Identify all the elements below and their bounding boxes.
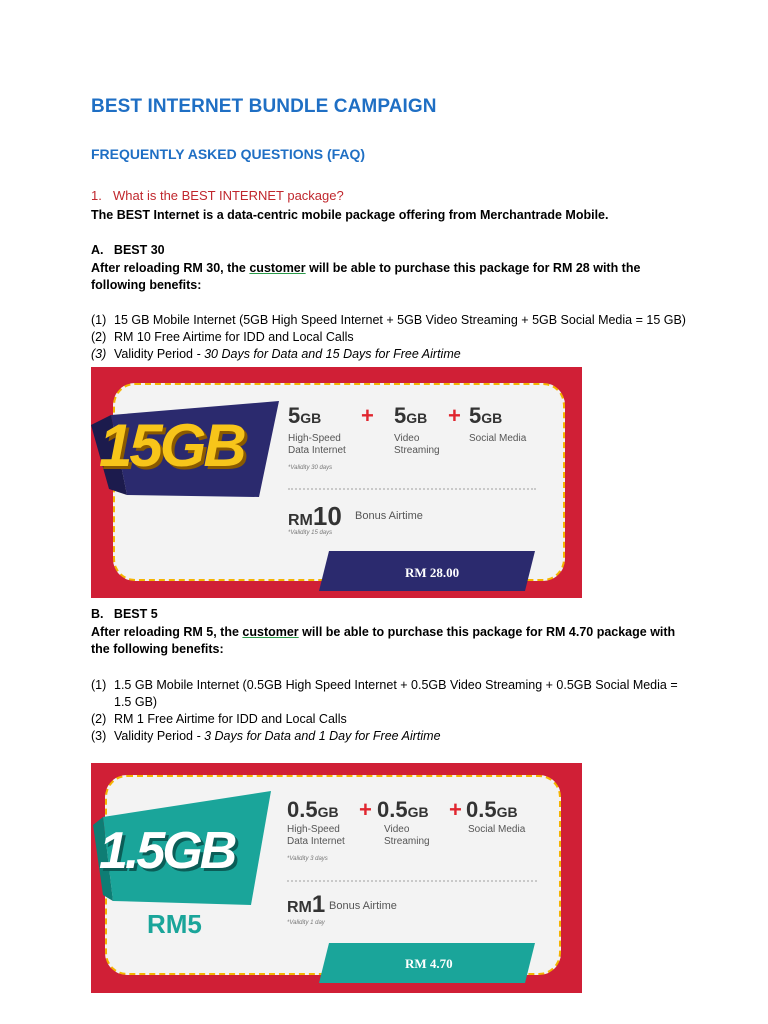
best5-desc-post: will be able to purchase this package for RM 4.70 package with <box>298 625 676 639</box>
bonus-amount: RM10 <box>288 501 342 531</box>
best30-customer-word: customer <box>249 261 306 275</box>
best5-label: B. BEST 5 <box>91 607 158 621</box>
badge-big-gb: 15GB <box>99 412 244 479</box>
bonus-label: Bonus Airtime <box>329 900 397 912</box>
best30-desc-post: will be able to purchase this package for RM 28 with the <box>305 261 641 275</box>
best30-item-1 <box>91 312 686 329</box>
label-highspeed: High-Speed Data Internet <box>287 824 345 847</box>
item-number: (1) <box>91 313 107 327</box>
best30-desc-pre: After reloading RM 30, the <box>91 261 250 275</box>
item-text: RM 1 Free Airtime for IDD and Local Calls <box>114 712 347 726</box>
item-text: - 30 Days for Data and 15 Days for Free Airtime <box>192 347 461 361</box>
label-social: Social Media <box>468 824 526 835</box>
validity-data-note: *Validity 30 days <box>288 465 333 471</box>
best30-desc-line2: following benefits: <box>91 278 202 292</box>
label-social: Social Media <box>469 433 527 444</box>
best5-banner <box>91 763 582 993</box>
plus-icon: + <box>449 797 462 822</box>
item-text: - 3 Days for Data and 1 Day for Free Airtime <box>192 729 441 743</box>
best30-item-3 <box>91 346 461 363</box>
document-title: BEST INTERNET BUNDLE CAMPAIGN <box>91 96 437 117</box>
best5-item-1 <box>91 677 678 694</box>
item-number: (2) <box>91 330 107 344</box>
bonus-amount: RM1 <box>287 891 326 918</box>
item-text: RM 10 Free Airtime for IDD and Local Calls <box>114 330 354 344</box>
badge-price-rm: RM5 <box>147 909 202 939</box>
best5-customer-word: customer <box>242 625 299 639</box>
label-video: Video Streaming <box>394 433 440 456</box>
best5-item-3 <box>91 728 441 745</box>
best30-banner <box>91 367 582 598</box>
item-number: (1) <box>91 678 107 692</box>
validity-data-note: *Validity 3 days <box>287 856 328 862</box>
answer-text: The BEST Internet is a data-centric mobile package offering from Merchantrade Mobile. <box>91 208 609 222</box>
best30-desc <box>91 260 640 277</box>
label-highspeed: High-Speed Data Internet <box>288 433 346 456</box>
question-number: 1. <box>91 188 102 203</box>
plus-icon: + <box>359 797 372 822</box>
price-label: RM 28.00 <box>405 565 460 580</box>
dotted-divider <box>287 880 537 882</box>
best5-item-2 <box>91 711 347 728</box>
best5-desc-line2: the following benefits: <box>91 642 224 656</box>
best5-desc <box>91 624 675 641</box>
label-video: Video Streaming <box>384 824 430 847</box>
bonus-label: Bonus Airtime <box>355 510 423 522</box>
best5-item-1-cont: 1.5 GB) <box>114 695 158 709</box>
amount-video: 0.5GB <box>377 797 429 822</box>
question-1 <box>91 188 344 203</box>
best30-label: A. BEST 30 <box>91 243 165 257</box>
amount-highspeed: 0.5GB <box>287 797 339 822</box>
amount-video: 5GB <box>394 403 428 428</box>
question-text: What is the BEST INTERNET package? <box>113 188 344 203</box>
best5-desc-pre: After reloading RM 5, the <box>91 625 243 639</box>
price-label: RM 4.70 <box>405 956 453 971</box>
validity-airtime-note: *Validity 1 day <box>287 920 325 926</box>
item-text: 1.5 GB Mobile Internet (0.5GB High Speed Internet + 0.5GB Video Streaming + 0.5GB Social Media = <box>114 678 678 692</box>
item-label: Validity Period <box>114 729 193 743</box>
item-number: (2) <box>91 712 107 726</box>
plus-icon: + <box>361 403 374 428</box>
plus-icon: + <box>448 403 461 428</box>
best30-item-2 <box>91 329 354 346</box>
amount-social: 0.5GB <box>466 797 518 822</box>
amount-social: 5GB <box>469 403 503 428</box>
item-number: (3) <box>91 347 107 361</box>
faq-heading: FREQUENTLY ASKED QUESTIONS (FAQ) <box>91 146 366 162</box>
item-number: (3) <box>91 729 107 743</box>
badge-big-gb: 1.5GB <box>99 822 235 880</box>
dotted-divider <box>288 488 536 490</box>
item-label: Validity Period <box>114 347 193 361</box>
amount-highspeed: 5GB <box>288 403 322 428</box>
item-text: 15 GB Mobile Internet (5GB High Speed Internet + 5GB Video Streaming + 5GB Social Media = 15 GB) <box>114 313 686 327</box>
validity-airtime-note: *Validity 15 days <box>288 530 333 536</box>
